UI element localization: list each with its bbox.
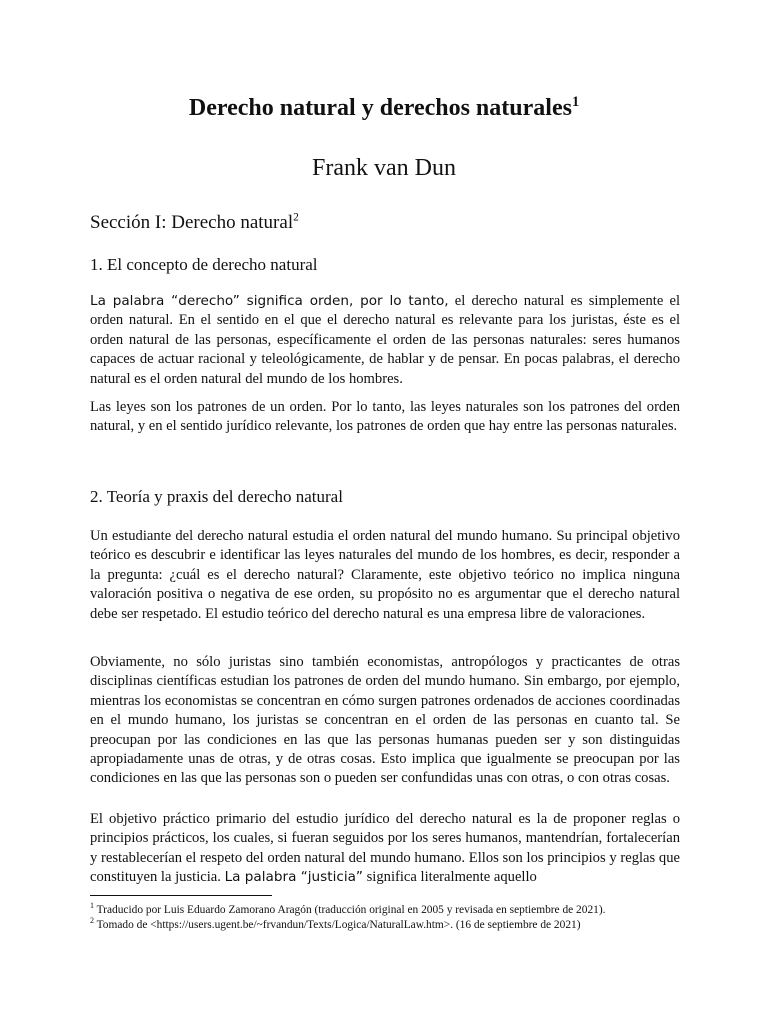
title-footnote-mark: 1 bbox=[571, 94, 580, 110]
footnote-1 bbox=[90, 903, 690, 918]
footnote-2-text: Tomado de <https://users.ugent.be/~frvandun/Texts/Logica/NaturalLaw.htm>. (16 de septiembre de 2021) bbox=[93, 919, 581, 931]
paragraph-lead-sans: La palabra “derecho” significa orden, por lo tanto, bbox=[90, 293, 449, 309]
paragraph-sans-phrase: La palabra “justicia” bbox=[224, 869, 363, 886]
paragraph-start: El objetivo práctico primario del estudio jurídico del derecho natural es la de proponer reglas o principios prácticos, los cuales, si fueran seguidos por los seres humanos, mantendrían, fortalecerían y restablecerían el respeto del orden natural del mundo humano. Ellos son los principios y reglas que constituyen la justicia. bbox=[90, 811, 680, 886]
footnote-2 bbox=[90, 918, 690, 933]
document-author: Frank van Dun bbox=[312, 155, 456, 181]
footnote-separator bbox=[90, 895, 272, 896]
footnote-1-mark: 1 bbox=[90, 901, 94, 911]
paragraph-rest: el derecho natural es simplemente el orden natural. En el sentido en el que el derecho natural es relevante para los juristas, éste es el orden natural de las personas, específicamente el orden de las personas naturales: seres humanos capaces de actuar racional y teleológicamente, de hablar y de pensar. En pocas palabras, el derecho natural es el orden natural del mundo de los hombres. bbox=[90, 293, 680, 387]
title-text: Derecho natural y derechos naturales bbox=[188, 95, 572, 121]
subsection-1-heading: 1. El concepto de derecho natural bbox=[90, 255, 318, 274]
subsection-2-paragraph-3 bbox=[90, 810, 680, 888]
section-footnote-mark: 2 bbox=[293, 211, 299, 224]
paragraph-end: significa literalmente aquello bbox=[362, 869, 537, 886]
footnote-1-text: Traducido por Luis Eduardo Zamorano Aragón (traducción original en 2005 y revisada en septiembre de 2021). bbox=[93, 904, 606, 916]
section-heading-text: Sección I: Derecho natural bbox=[90, 212, 294, 233]
subsection-2-paragraph-1: Un estudiante del derecho natural estudia el orden natural del mundo humano. Su principal objetivo teórico es descubrir e identificar las leyes naturales del mundo de los hombres, es decir, responder a la pregunta: ¿cuál es el derecho natural? Claramente, este objetivo teórico no implica ninguna valoración positiva o negativa de ese orden, su propósito no es argumentar que el derecho natural debe ser respetado. El estudio teórico del derecho natural es una empresa libre de valoraciones. bbox=[90, 528, 680, 622]
subsection-1-paragraph-2: Las leyes son los patrones de un orden. Por lo tanto, las leyes naturales son los patrones del orden natural, y en el sentido jurídico relevante, los patrones de orden que hay entre las personas naturales. bbox=[90, 399, 680, 435]
subsection-2-paragraph-2: Obviamente, no sólo juristas sino también economistas, antropólogos y practicantes de otras disciplinas científicas estudian los patrones de orden del mundo humano. Sin embargo, por ejemplo, mientras los economistas se concentran en cómo surgen patrones ordenados de acciones coordinadas en el mundo humano, los juristas se concentran en el orden de las personas en cuanto tal. Se preocupan por las condiciones en las que las personas humanas pueden ser y son distinguidas apropiadamente unas de otras, y de otras cosas. Esto implica que igualmente se preocupan por las condiciones en las que las personas son o pueden ser confundidas unas con otras, o con otras cosas. bbox=[90, 654, 680, 787]
footnote-2-mark: 2 bbox=[90, 916, 94, 926]
document-title bbox=[0, 92, 768, 124]
section-heading bbox=[90, 210, 299, 236]
subsection-2-heading: 2. Teoría y praxis del derecho natural bbox=[90, 487, 343, 506]
subsection-1-paragraph-1 bbox=[90, 292, 680, 389]
